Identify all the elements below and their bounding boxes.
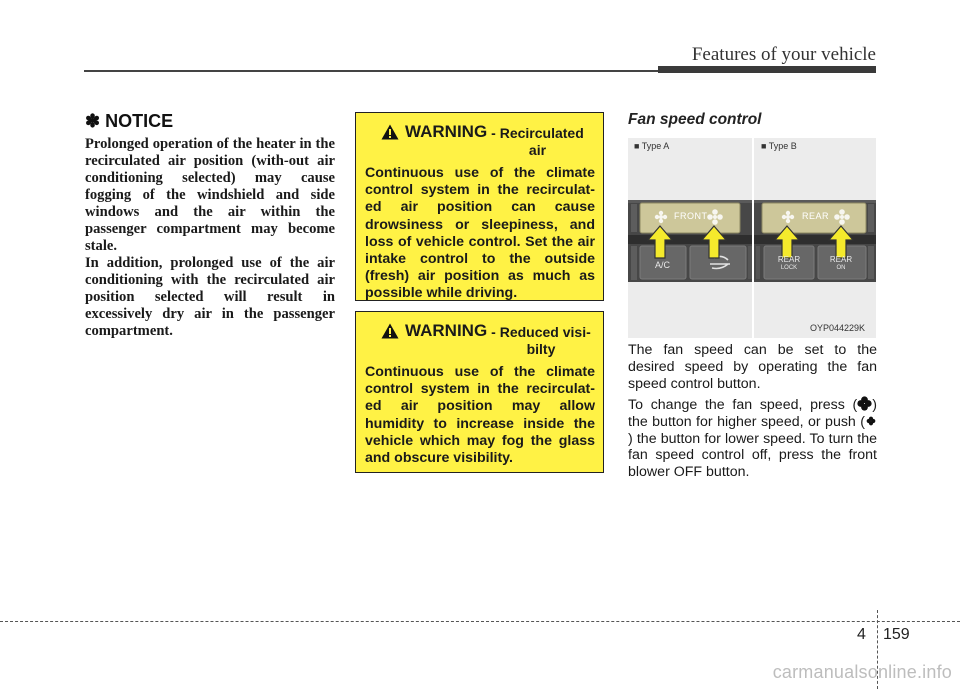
watermark: carmanualsonline.info (772, 662, 952, 682)
climate-panel-illustration (628, 138, 876, 338)
header-rule (84, 70, 684, 72)
notice-symbol-icon: ✽ (85, 111, 101, 131)
rear-lock-button-label (776, 255, 802, 273)
fan-paragraph-2-text (628, 396, 877, 481)
notice-heading (85, 111, 173, 132)
chapter-header-title: Features of your vehicle (691, 44, 876, 65)
fan-paragraph-1: The fan speed can be set to the desired speed by operating the fan speed control button. (628, 342, 877, 392)
climate-panel-figure (628, 138, 876, 338)
rear-button-label: REAR (802, 211, 830, 221)
warning-body: Continuous use of the climate control system in the recirculat-ed air position may allow humidity to increase inside the vehicle which may fog the glass and obscure visibility. (365, 364, 595, 467)
rear-on-button-label (828, 255, 854, 273)
page-number: 159 (883, 626, 910, 643)
warning-subtitle-line1: - Recirculated (491, 125, 584, 141)
warning-subtitle-line2: air (528, 142, 547, 158)
section-title-fan-speed: Fan speed control (628, 111, 762, 128)
warning-heading (365, 322, 595, 358)
warning-subtitle (491, 125, 584, 159)
figure-label-type-b: ■ Type B (761, 141, 797, 151)
warning-subtitle-line1: - Reduced visi- (491, 324, 591, 340)
rear-lock-line2: LOCK (780, 265, 798, 271)
fan-para2-part-b: ) the button for higher speed, or push ( (628, 397, 877, 430)
warning-word: WARNING (405, 321, 488, 340)
rear-lock-line1: REAR (777, 255, 801, 264)
front-button-label: FRONT (674, 211, 708, 221)
warning-word: WARNING (405, 122, 488, 141)
warning-box-recirculated-air (355, 112, 604, 301)
footer-rule (0, 621, 960, 622)
fan-paragraph-2 (628, 396, 877, 481)
figure-caption: OYP044229K (810, 323, 866, 333)
warning-heading (365, 123, 595, 159)
header-rule-accent (658, 66, 876, 73)
warning-box-reduced-visibility (355, 311, 604, 473)
warning-subtitle (491, 324, 591, 358)
fan-para2-part-a: To change the fan speed, press ( (628, 397, 858, 413)
warning-body: Continuous use of the climate control system in the recirculat-ed air position can cause drowsiness or sleepiness, and loss of vehicle control. Set the air intake control to the outside (fresh) air position as much as possible while driving. (365, 165, 595, 302)
fan-low-icon (865, 415, 877, 427)
warning-subtitle-line2: bilty (526, 341, 556, 357)
chapter-number: 4 (857, 626, 866, 643)
notice-body (85, 136, 335, 340)
notice-title: NOTICE (105, 111, 174, 131)
warning-triangle-icon (381, 323, 399, 339)
rear-on-line2: ON (836, 265, 846, 271)
warning-triangle-icon (381, 124, 399, 140)
figure-label-type-a: ■ Type A (634, 141, 670, 151)
ac-button-label: A/C (655, 260, 671, 270)
fan-high-icon (857, 396, 872, 411)
rear-on-line1: REAR (829, 255, 853, 264)
notice-paragraph-2: In addition, prolonged use of the air conditioning with the recirculated air position selected will result in excessively dry air in the passenger compartment. (85, 255, 335, 339)
fan-para2-part-c: ) the button for lower speed. To turn the fan speed control off, press the front blower OFF button. (628, 430, 877, 481)
notice-paragraph-1: Prolonged operation of the heater in the recirculated air position (with-out air conditioning selected) may cause fogging of the windshield and side windows and the air within the passenger compartment may become stale. (85, 136, 335, 254)
